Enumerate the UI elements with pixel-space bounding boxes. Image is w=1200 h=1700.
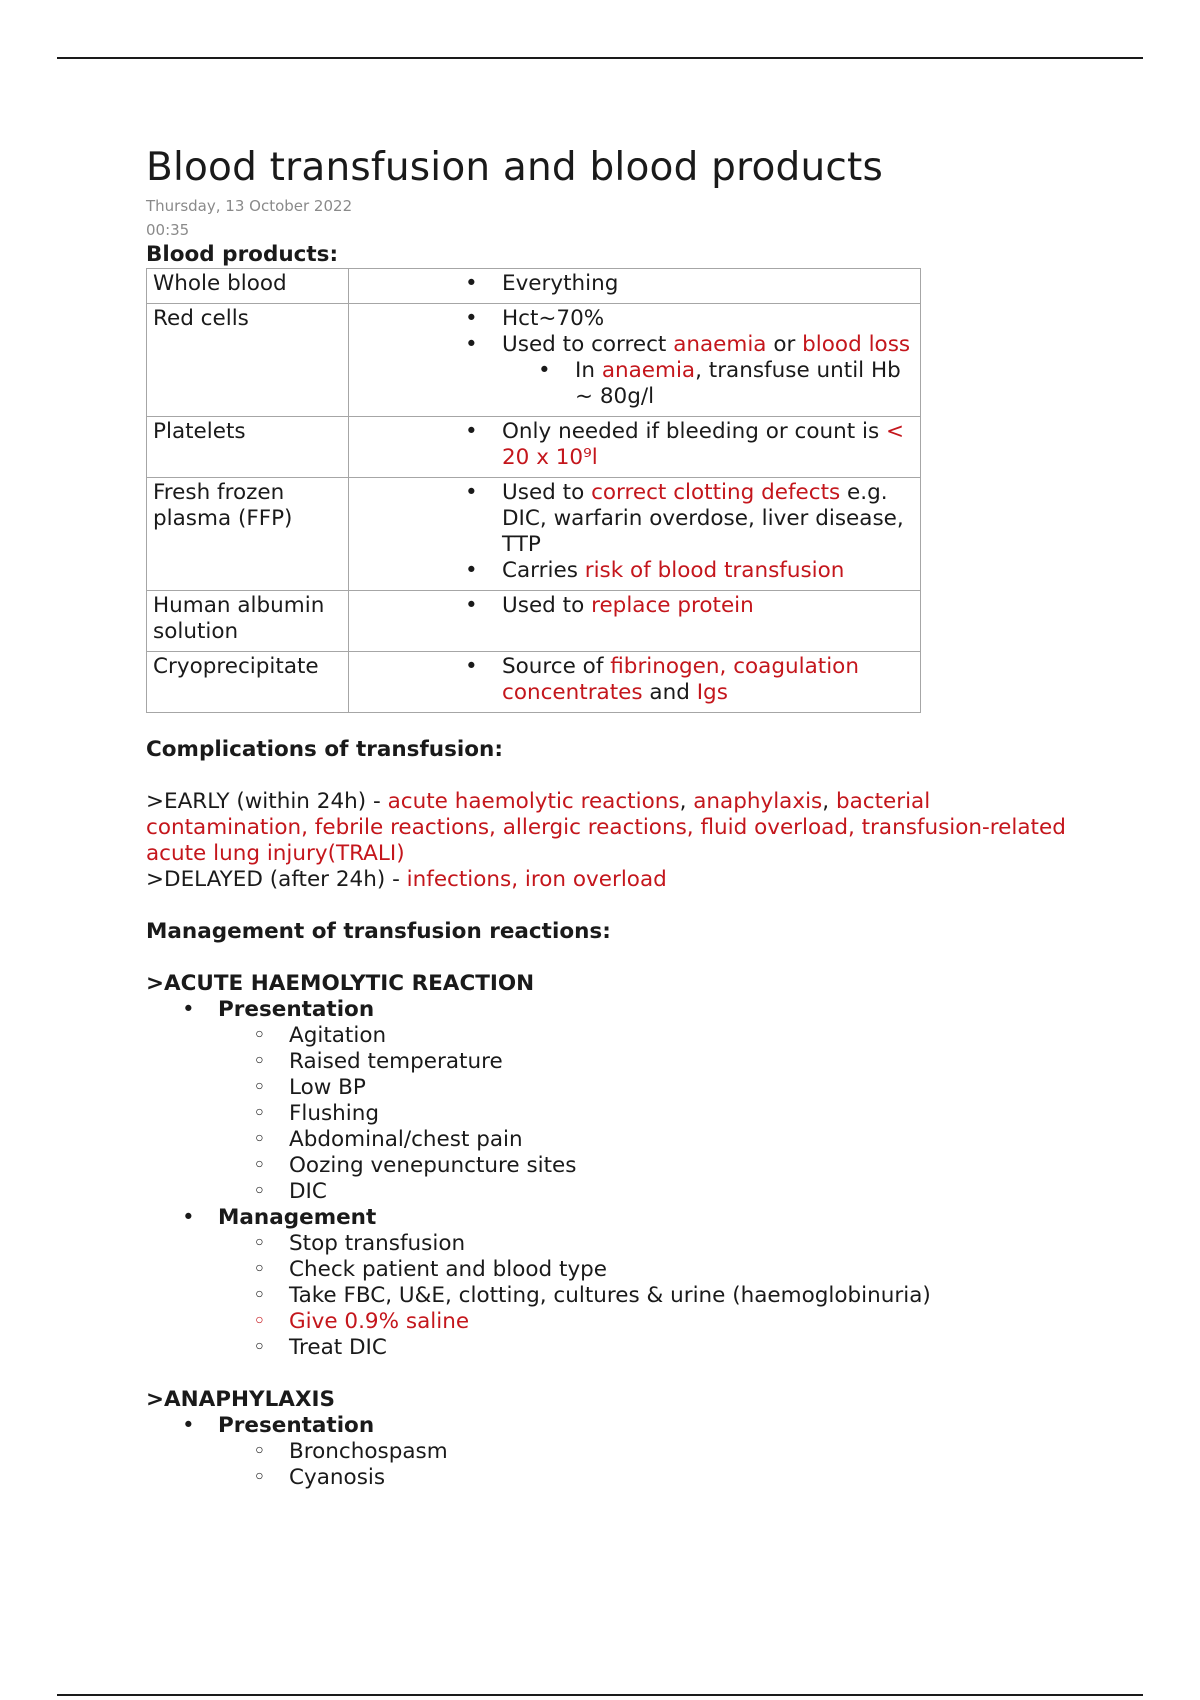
product-name: Whole blood bbox=[147, 269, 349, 304]
blood-products-table bbox=[146, 268, 921, 713]
list-item: ◦ Low BP bbox=[253, 1075, 1086, 1101]
list-item: • Hct~70% bbox=[355, 306, 914, 332]
list-item: ◦ Flushing bbox=[253, 1101, 1086, 1127]
ahr-heading: >ACUTE HAEMOLYTIC REACTION bbox=[146, 971, 535, 996]
bottom-rule bbox=[57, 1694, 1143, 1696]
table-row bbox=[147, 478, 921, 591]
table-row bbox=[147, 417, 921, 478]
delayed-complications: >DELAYED (after 24h) - infections, iron overload bbox=[146, 867, 667, 892]
products-heading: Blood products: bbox=[146, 242, 339, 267]
product-details bbox=[349, 652, 921, 713]
list-item: ◦ Oozing venepuncture sites bbox=[253, 1153, 1086, 1179]
list-item: ◦ Agitation bbox=[253, 1023, 1086, 1049]
list-item: • Source of fibrinogen, coagulation concentrates and Igs bbox=[355, 654, 914, 706]
complications-heading: Complications of transfusion: bbox=[146, 737, 503, 762]
table-row bbox=[147, 652, 921, 713]
list-item: ◦ DIC bbox=[253, 1179, 1086, 1205]
table-row bbox=[147, 304, 921, 417]
list-item: • Carries risk of blood transfusion bbox=[355, 558, 914, 584]
list-item: ◦ Check patient and blood type bbox=[253, 1257, 1086, 1283]
ahr-list bbox=[146, 997, 1086, 1361]
list-item: • Used to correct clotting defects e.g. DIC, warfarin overdose, liver disease, TTP bbox=[355, 480, 914, 558]
list-item: • Management ◦ Stop transfusion ◦ Check patient and blood type ◦ Take FBC, U&E, clotting, cultures & urine (haemoglobinuria) ◦ Give 0.9% saline ◦ Treat DIC bbox=[182, 1205, 1086, 1361]
early-complications: >EARLY (within 24h) - acute haemolytic reactions, anaphylaxis, bacterial contamination, febrile reactions, allergic reactions, fluid overload, transfusion-related acute lung injury(TRALI) bbox=[146, 789, 1066, 866]
product-name: Fresh frozen plasma (FFP) bbox=[147, 478, 349, 591]
list-item: ◦ Give 0.9% saline bbox=[253, 1309, 1086, 1335]
product-name: Human albumin solution bbox=[147, 591, 349, 652]
product-details bbox=[349, 304, 921, 417]
table-row bbox=[147, 591, 921, 652]
list-item: • Used to correct anaemia or blood loss • In anaemia, transfuse until Hb ~ 80g/l bbox=[355, 332, 914, 410]
list-item: • Everything bbox=[355, 271, 914, 297]
list-item: ◦ Stop transfusion bbox=[253, 1231, 1086, 1257]
note-date: Thursday, 13 October 2022 bbox=[146, 197, 353, 215]
anaphylaxis-heading: >ANAPHYLAXIS bbox=[146, 1387, 336, 1412]
list-item: • Used to replace protein bbox=[355, 593, 914, 619]
management-heading: Management of transfusion reactions: bbox=[146, 919, 611, 944]
product-name: Platelets bbox=[147, 417, 349, 478]
table-row bbox=[147, 269, 921, 304]
list-item: ◦ Abdominal/chest pain bbox=[253, 1127, 1086, 1153]
product-details bbox=[349, 417, 921, 478]
product-details bbox=[349, 591, 921, 652]
list-item: • In anaemia, transfuse until Hb ~ 80g/l bbox=[502, 358, 914, 410]
list-item: ◦ Take FBC, U&E, clotting, cultures & urine (haemoglobinuria) bbox=[253, 1283, 1086, 1309]
note-page bbox=[146, 142, 1086, 1491]
note-time: 00:35 bbox=[146, 221, 190, 239]
product-details bbox=[349, 478, 921, 591]
list-item: ◦ Raised temperature bbox=[253, 1049, 1086, 1075]
page-title: Blood transfusion and blood products bbox=[146, 145, 884, 190]
list-item: ◦ Treat DIC bbox=[253, 1335, 1086, 1361]
top-rule bbox=[57, 57, 1143, 59]
list-item: ◦ Cyanosis bbox=[253, 1465, 1086, 1491]
product-name: Red cells bbox=[147, 304, 349, 417]
list-item: • Only needed if bleeding or count is < 20 x 10⁹l bbox=[355, 419, 914, 471]
list-item: • Presentation ◦ Bronchospasm ◦ Cyanosis bbox=[182, 1413, 1086, 1491]
list-item: • Presentation ◦ Agitation ◦ Raised temperature ◦ Low BP ◦ Flushing ◦ Abdominal/chest pain ◦ Oozing venepuncture sites ◦ DIC bbox=[182, 997, 1086, 1205]
product-details bbox=[349, 269, 921, 304]
product-name: Cryoprecipitate bbox=[147, 652, 349, 713]
anaphylaxis-list bbox=[146, 1413, 1086, 1491]
list-item: ◦ Bronchospasm bbox=[253, 1439, 1086, 1465]
